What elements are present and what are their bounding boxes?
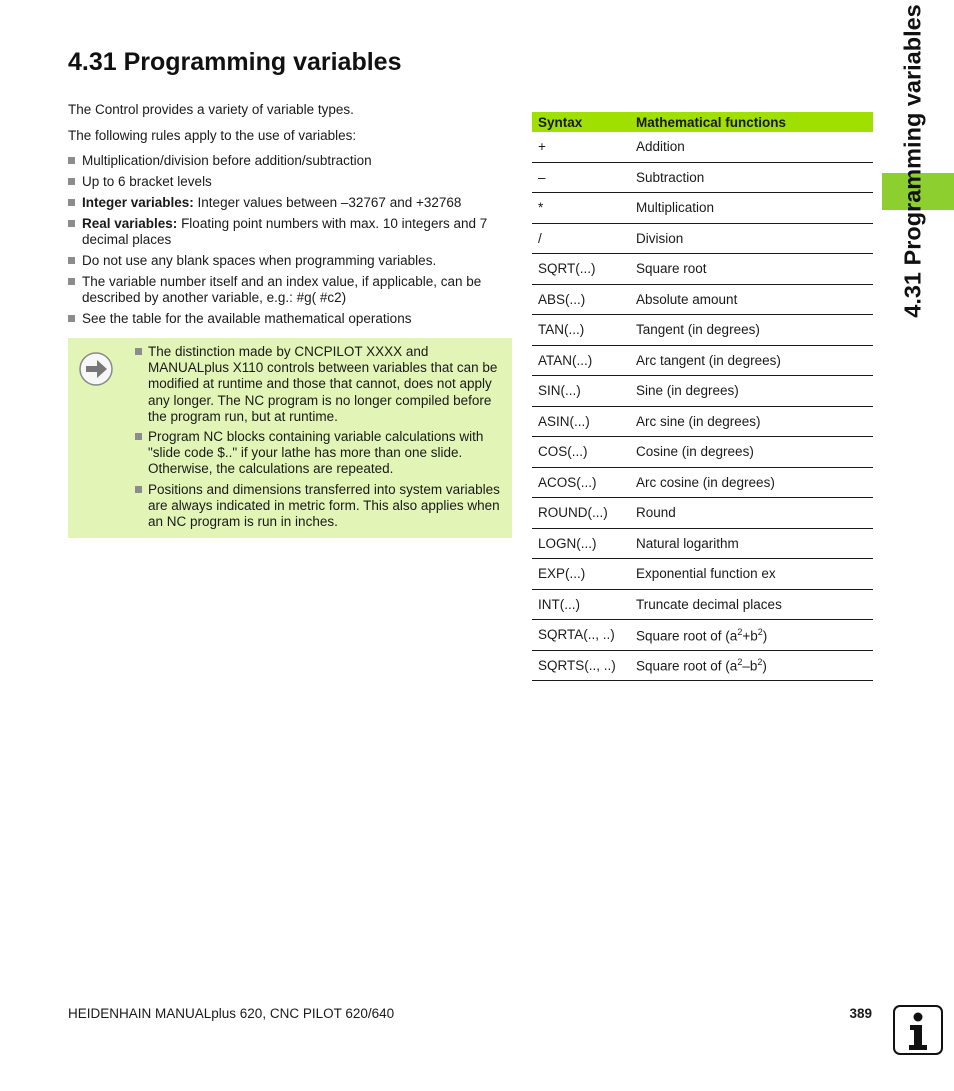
functions-table-body: [532, 132, 873, 681]
note-item: [135, 429, 503, 478]
table-row: [532, 284, 873, 315]
functions-column-header: Mathematical functions: [630, 112, 873, 132]
syntax-cell: SQRTS(.., ..): [532, 650, 630, 681]
note-item: [135, 344, 503, 425]
table-row: [532, 162, 873, 193]
function-cell: Arc sine (in degrees): [630, 406, 873, 437]
note-text: Program NC blocks containing variable calculations with "slide code $.." if your lathe has more than one slide. Otherwise, the calculations are repeated.: [148, 429, 484, 477]
function-cell: Natural logarithm: [630, 528, 873, 559]
rule-item: [68, 195, 513, 211]
table-row: [532, 345, 873, 376]
rule-text: Up to 6 bracket levels: [82, 174, 212, 189]
function-cell: Exponential function ex: [630, 559, 873, 590]
note-item: [135, 482, 503, 531]
function-cell: Addition: [630, 132, 873, 162]
rule-text: Do not use any blank spaces when programming variables.: [82, 253, 437, 268]
table-row: [532, 620, 873, 651]
rule-term: Integer variables:: [82, 195, 194, 210]
page-number: 389: [849, 1006, 872, 1021]
note-text: Positions and dimensions transferred into system variables are always indicated in metric form. This also applies when an NC program is run in inches.: [148, 481, 500, 530]
table-row: [532, 650, 873, 681]
bullet-square-icon: [135, 486, 142, 493]
syntax-cell: COS(...): [532, 437, 630, 468]
syntax-cell: –: [532, 162, 630, 193]
table-row: [532, 254, 873, 285]
bullet-square-icon: [68, 257, 75, 264]
table-row: [532, 467, 873, 498]
syntax-cell: ATAN(...): [532, 345, 630, 376]
syntax-cell: TAN(...): [532, 315, 630, 346]
table-row: [532, 132, 873, 162]
bullet-square-icon: [68, 315, 75, 322]
table-row: [532, 528, 873, 559]
syntax-cell: ROUND(...): [532, 498, 630, 529]
syntax-cell: SIN(...): [532, 376, 630, 407]
syntax-cell: INT(...): [532, 589, 630, 620]
rule-item: [68, 174, 513, 190]
function-cell: Multiplication: [630, 193, 873, 224]
function-cell: Square root of $(a^2-b^2)$: [630, 650, 873, 681]
rule-item: [68, 153, 513, 169]
syntax-cell: +: [532, 132, 630, 162]
table-row: [532, 223, 873, 254]
function-cell: Absolute amount: [630, 284, 873, 315]
table-row: [532, 559, 873, 590]
bullet-square-icon: [135, 348, 142, 355]
function-cell: Subtraction: [630, 162, 873, 193]
table-row: [532, 589, 873, 620]
bullet-square-icon: [68, 278, 75, 285]
table-row: [532, 193, 873, 224]
info-icon: [893, 1005, 943, 1055]
rule-term: Real variables:: [82, 216, 178, 231]
syntax-cell: /: [532, 223, 630, 254]
rule-item: [68, 311, 513, 327]
table-row: [532, 315, 873, 346]
rule-text: See the table for the available mathematical operations: [82, 311, 412, 326]
function-cell: Square root of $(a^2+b^2)$: [630, 620, 873, 651]
arrow-right-icon: [79, 352, 113, 386]
rule-text: Multiplication/division before addition/subtraction: [82, 153, 372, 168]
rule-item: [68, 216, 513, 248]
rule-item: [68, 253, 513, 269]
function-cell: Arc cosine (in degrees): [630, 467, 873, 498]
syntax-column-header: Syntax: [532, 112, 630, 132]
syntax-cell: ACOS(...): [532, 467, 630, 498]
function-cell: Arc tangent (in degrees): [630, 345, 873, 376]
function-cell: Sine (in degrees): [630, 376, 873, 407]
bullet-square-icon: [68, 220, 75, 227]
table-row: [532, 498, 873, 529]
rules-list: [68, 153, 513, 332]
function-cell: Square root: [630, 254, 873, 285]
footer-text: HEIDENHAIN MANUALplus 620, CNC PILOT 620/640: [68, 1006, 395, 1021]
rule-text: Integer values between –32767 and +32768: [193, 195, 462, 210]
rule-item: [68, 274, 513, 306]
note-list: [135, 344, 503, 534]
table-row: [532, 437, 873, 468]
rules-intro-text: The following rules apply to the use of variables:: [68, 128, 357, 143]
syntax-cell: ABS(...): [532, 284, 630, 315]
page-title: 4.31 Programming variables: [68, 48, 402, 76]
bullet-square-icon: [68, 199, 75, 206]
syntax-cell: *: [532, 193, 630, 224]
rule-text: The variable number itself and an index value, if applicable, can be described by another variable, e.g.: #g( #c2): [82, 274, 482, 305]
function-cell: Truncate decimal places: [630, 589, 873, 620]
syntax-cell: EXP(...): [532, 559, 630, 590]
bullet-square-icon: [68, 157, 75, 164]
table-header-row: [532, 112, 873, 132]
rule-text: Floating point numbers with max. 10 integers and 7 decimal places: [82, 216, 488, 247]
note-text: The distinction made by CNCPILOT XXXX and MANUALplus X110 controls between variables that can be modified at runtime and those that cannot, does not apply any longer. The NC program is no longer compiled before the program run, but at runtime.: [148, 344, 498, 424]
bullet-square-icon: [68, 178, 75, 185]
note-box: [68, 338, 512, 538]
side-chapter-title-text: 4.31 Programming variables: [899, 4, 926, 318]
table-row: [532, 406, 873, 437]
syntax-cell: ASIN(...): [532, 406, 630, 437]
syntax-cell: SQRT(...): [532, 254, 630, 285]
syntax-cell: LOGN(...): [532, 528, 630, 559]
function-cell: Division: [630, 223, 873, 254]
function-cell: Cosine (in degrees): [630, 437, 873, 468]
functions-table: [532, 112, 873, 681]
function-cell: Round: [630, 498, 873, 529]
syntax-cell: SQRTA(.., ..): [532, 620, 630, 651]
table-row: [532, 376, 873, 407]
bullet-square-icon: [135, 433, 142, 440]
function-cell: Tangent (in degrees): [630, 315, 873, 346]
intro-text: The Control provides a variety of variable types.: [68, 102, 354, 117]
side-chapter-title: [897, 4, 929, 318]
